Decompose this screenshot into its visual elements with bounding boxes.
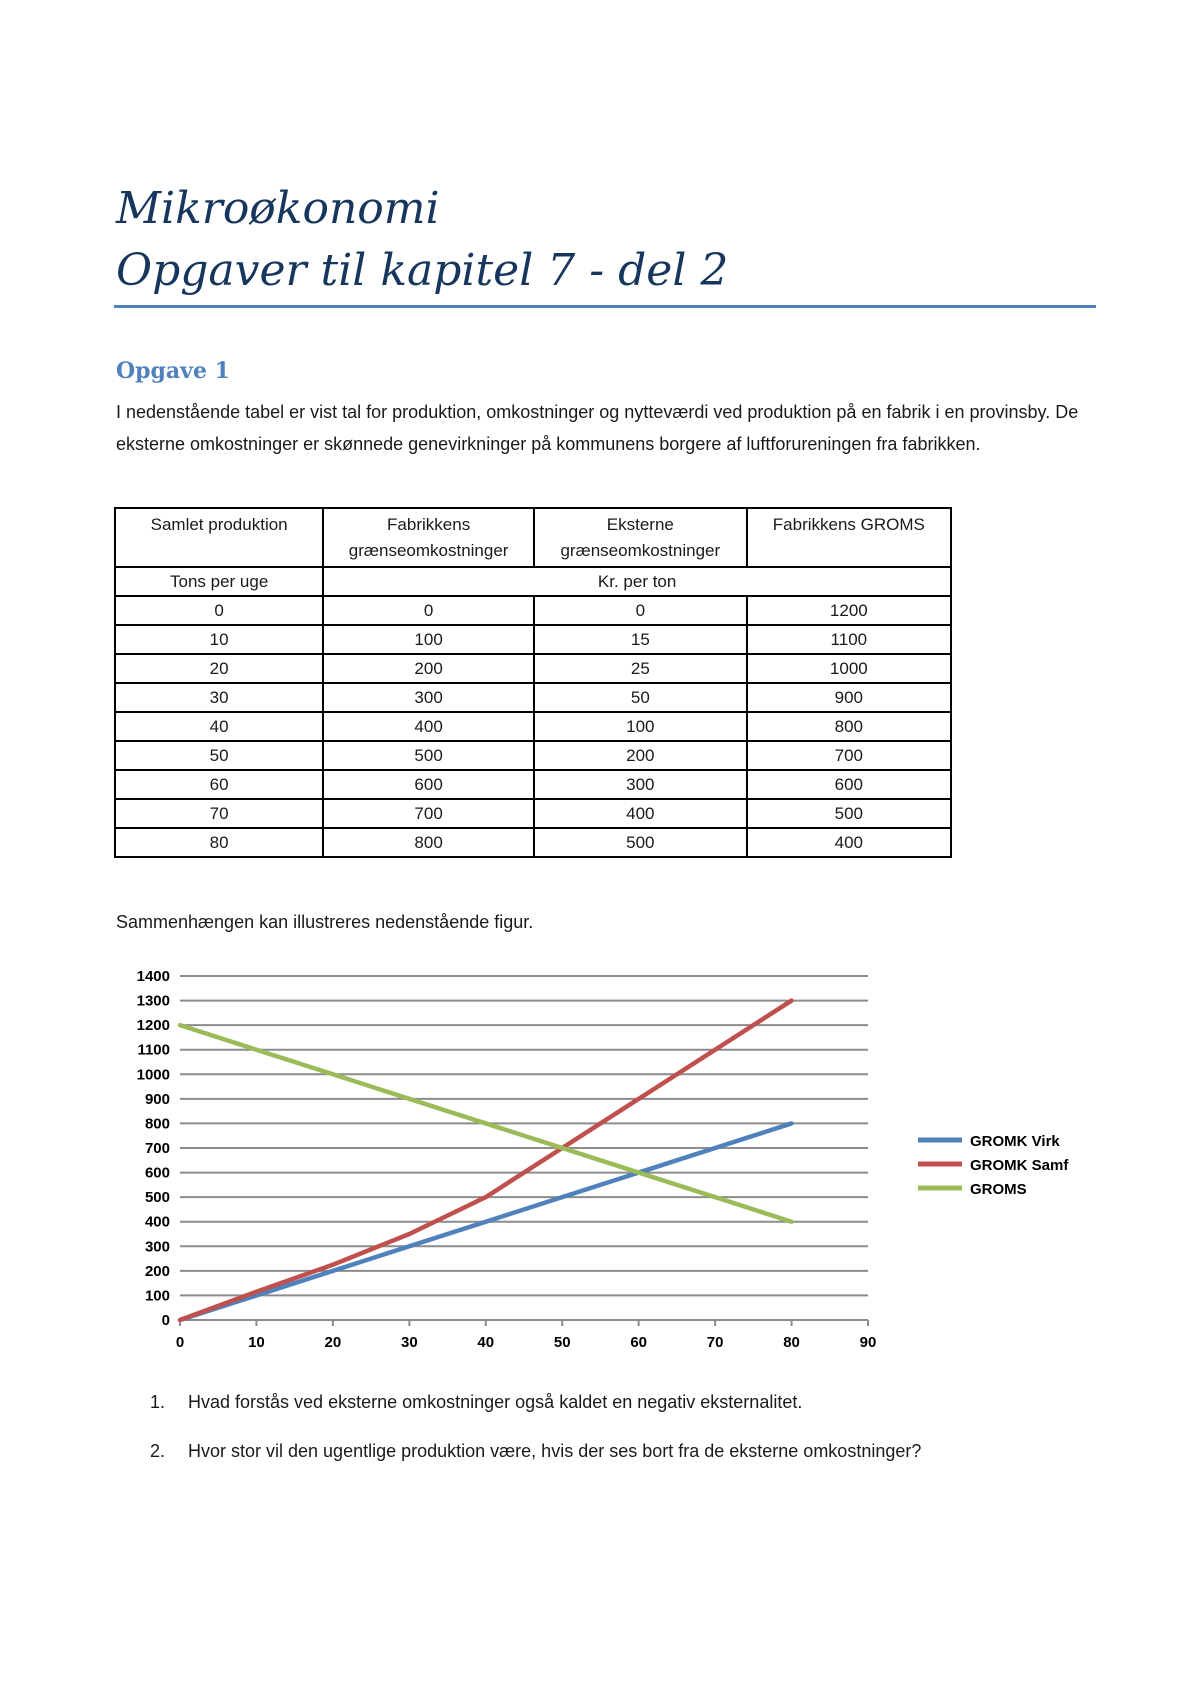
- table-cell: 200: [534, 741, 747, 770]
- data-point: [407, 1097, 411, 1101]
- table-cell: 0: [534, 596, 747, 625]
- legend-label: GROMK Samf: [970, 1157, 1069, 1174]
- data-point: [407, 1232, 411, 1236]
- question-item: [150, 1441, 921, 1462]
- exercise-heading: Opgave 1: [116, 358, 230, 384]
- data-point: [636, 1170, 640, 1174]
- data-point: [331, 1263, 335, 1267]
- table-cell: 800: [323, 828, 534, 857]
- question-list: [150, 1392, 921, 1490]
- y-tick-label: 1000: [136, 1066, 170, 1084]
- data-point: [407, 1244, 411, 1248]
- x-tick-label: 50: [553, 1334, 571, 1351]
- data-point: [484, 1220, 488, 1224]
- data-point: [789, 1220, 793, 1224]
- table-cell: 500: [747, 799, 951, 828]
- y-tick-label: 1100: [137, 1041, 170, 1059]
- table-cell: 100: [323, 625, 534, 654]
- data-point: [713, 1146, 717, 1150]
- x-tick-label: 90: [859, 1334, 877, 1351]
- y-tick-label: 0: [161, 1312, 170, 1329]
- question-item: [150, 1392, 921, 1413]
- data-point: [560, 1195, 564, 1199]
- table-row: [115, 654, 951, 683]
- table-cell: 700: [747, 741, 951, 770]
- table-cell: 600: [323, 770, 534, 799]
- table-cell: 600: [747, 770, 951, 799]
- data-point: [560, 1146, 564, 1150]
- cost-table: [114, 507, 952, 858]
- table-cell: 100: [534, 712, 747, 741]
- unit-cell-quantity: Tons per uge: [115, 567, 323, 596]
- y-tick-label: 400: [144, 1213, 170, 1231]
- table-cell: 400: [534, 799, 747, 828]
- data-point: [254, 1048, 258, 1052]
- legend-label: GROMK Virk: [970, 1133, 1060, 1150]
- table-cell: 60: [115, 770, 323, 799]
- table-cell: 40: [115, 712, 323, 741]
- table-cell: 1000: [747, 654, 951, 683]
- legend-label: GROMS: [970, 1181, 1027, 1198]
- data-point: [178, 1318, 182, 1322]
- y-tick-label: 800: [144, 1115, 170, 1133]
- x-tick-label: 10: [248, 1334, 265, 1351]
- table-cell: 0: [323, 596, 534, 625]
- header-cell: Eksterne grænseomkostninger: [534, 508, 747, 567]
- x-tick-label: 0: [175, 1334, 185, 1351]
- table-cell: 70: [115, 799, 323, 828]
- table-row: [115, 625, 951, 654]
- x-tick-label: 60: [630, 1334, 648, 1351]
- title-line-2: Opgaver til kapitel 7 - del 2: [116, 245, 729, 296]
- table-cell: 1100: [747, 625, 951, 654]
- data-point: [484, 1195, 488, 1199]
- table-cell: 10: [115, 625, 323, 654]
- series-line: [180, 1001, 792, 1320]
- y-tick-label: 1200: [136, 1017, 170, 1035]
- y-tick-label: 700: [144, 1140, 170, 1157]
- data-point: [789, 998, 793, 1002]
- table-cell: 80: [115, 828, 323, 857]
- document-title: [116, 178, 728, 302]
- data-point: [178, 1023, 182, 1027]
- title-underline: [114, 305, 1096, 308]
- y-tick-label: 1400: [136, 968, 170, 985]
- table-row: [115, 799, 951, 828]
- table-cell: 20: [115, 654, 323, 683]
- y-tick-label: 300: [144, 1238, 170, 1256]
- data-point: [484, 1121, 488, 1125]
- table-unit-row: [115, 567, 951, 596]
- x-tick-label: 20: [324, 1334, 342, 1351]
- table-row: [115, 596, 951, 625]
- y-tick-label: 100: [144, 1287, 170, 1305]
- table-cell: 200: [323, 654, 534, 683]
- table-cell: 50: [115, 741, 323, 770]
- x-tick-label: 30: [400, 1334, 418, 1351]
- header-cell: Samlet produktion: [115, 508, 323, 567]
- table-cell: 500: [534, 828, 747, 857]
- table-cell: 1200: [747, 596, 951, 625]
- y-tick-label: 1300: [136, 992, 170, 1010]
- table-row: [115, 770, 951, 799]
- data-point: [636, 1097, 640, 1101]
- table-cell: 25: [534, 654, 747, 683]
- y-tick-label: 200: [144, 1262, 170, 1280]
- data-point: [713, 1048, 717, 1052]
- intro-paragraph: I nedenstående tabel er vist tal for produktion, omkostninger og nytteværdi ved produktion på en fabrik i en provinsby. De eksterne omkostninger er skønnede genevirkninger på kommunens borgere af luftforureningen fra fabrikken.: [116, 402, 1079, 454]
- x-tick-label: 70: [706, 1334, 724, 1351]
- table-cell: 30: [115, 683, 323, 712]
- table-row: [115, 828, 951, 857]
- question-number: 2.: [150, 1441, 166, 1461]
- table-row: [115, 683, 951, 712]
- data-point: [789, 1121, 793, 1125]
- title-line-1: Mikroøkonomi: [116, 183, 440, 234]
- table-cell: 400: [747, 828, 951, 857]
- question-number: 1.: [150, 1392, 166, 1412]
- table-cell: 50: [534, 683, 747, 712]
- header-cell: Fabrikkens GROMS: [747, 508, 951, 567]
- data-point: [254, 1290, 258, 1294]
- x-tick-label: 40: [477, 1334, 495, 1351]
- header-cell: Fabrikkens grænseomkostninger: [323, 508, 534, 567]
- table-cell: 400: [323, 712, 534, 741]
- table-header-row: [115, 508, 951, 567]
- unit-cell-price: Kr. per ton: [323, 567, 951, 596]
- y-tick-label: 900: [144, 1090, 170, 1108]
- data-point: [331, 1269, 335, 1273]
- table-cell: 800: [747, 712, 951, 741]
- table-row: [115, 712, 951, 741]
- cost-chart: [100, 960, 1100, 1380]
- table-cell: 300: [534, 770, 747, 799]
- y-tick-label: 500: [144, 1189, 170, 1207]
- table-cell: 15: [534, 625, 747, 654]
- table-cell: 700: [323, 799, 534, 828]
- figure-caption: Sammenhængen kan illustreres nedenstående figur.: [116, 912, 534, 932]
- data-point: [713, 1195, 717, 1199]
- table-cell: 300: [323, 683, 534, 712]
- table-cell: 500: [323, 741, 534, 770]
- question-text: Hvad forstås ved eksterne omkostninger også kaldet en negativ eksternalitet.: [188, 1392, 803, 1412]
- x-tick-label: 80: [783, 1334, 800, 1351]
- data-point: [331, 1072, 335, 1076]
- question-text: Hvor stor vil den ugentlige produktion være, hvis der ses bort fra de eksterne omkostninger?: [188, 1441, 922, 1461]
- y-tick-label: 600: [144, 1164, 170, 1182]
- table-row: [115, 741, 951, 770]
- table-cell: 900: [747, 683, 951, 712]
- table-cell: 0: [115, 596, 323, 625]
